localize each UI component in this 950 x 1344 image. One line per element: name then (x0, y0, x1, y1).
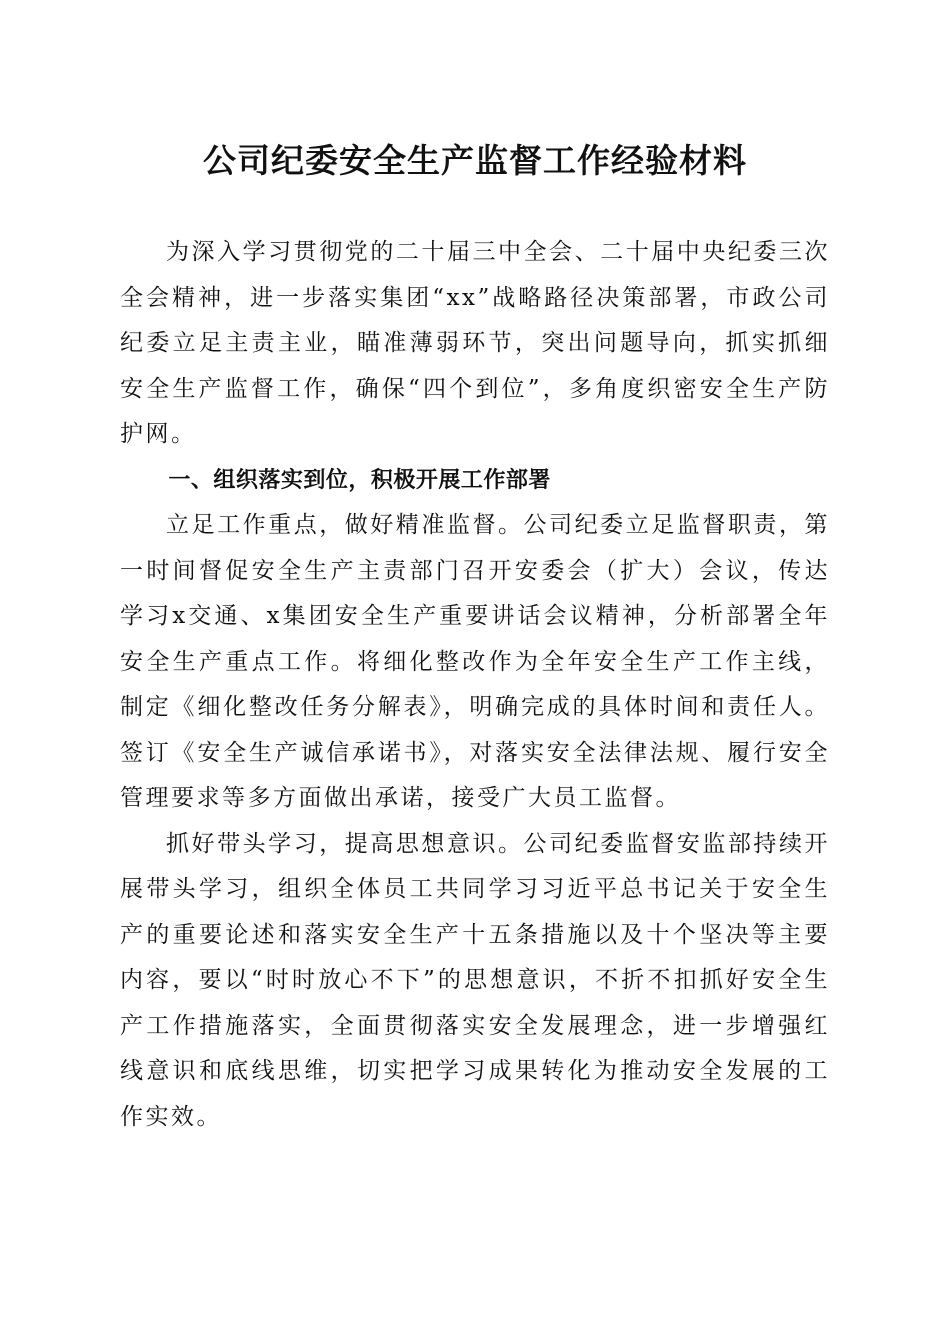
section-heading-1: 一、组织落实到位，积极开展工作部署 (168, 467, 551, 493)
document-title: 公司纪委安全生产监督工作经验材料 (203, 141, 747, 180)
intro-paragraph: 为深入学习贯彻党的二十届三中全会、二十届中央纪委三次全会精神，进一步落实集团“xx”战略路径决策部署，市政公司纪委立足主责主业，瞄准薄弱环节，突出问题导向，抓实抓细安全生产监督工作，确保“四个到位”，多角度织密安全生产防护网。 (120, 239, 830, 447)
section-1-paragraph-2: 抓好带头学习，提高思想意识。公司纪委监督安监部持续开展带头学习，组织全体员工共同学习习近平总书记关于安全生产的重要论述和落实安全生产十五条措施以及十个坚决等主要内容，要以“时时放心不下”的思想意识，不折不扣抓好安全生产工作措施落实，全面贯彻落实安全发展理念，进一步增强红线意识和底线思维，切实把学习成果转化为推动安全发展的工作实效。 (120, 830, 830, 1130)
document-body (120, 230, 830, 1140)
section-1-paragraph-1: 立足工作重点，做好精准监督。公司纪委立足监督职责，第一时间督促安全生产主责部门召开安委会（扩大）会议，传达学习x交通、x集团安全生产重要讲话会议精神，分析部署全年安全生产重点工作。将细化整改作为全年安全生产工作主线，制定《细化整改任务分解表》，明确完成的具体时间和责任人。签订《安全生产诚信承诺书》，对落实安全法律法规、履行安全管理要求等多方面做出承诺，接受广大员工监督。 (120, 512, 830, 811)
